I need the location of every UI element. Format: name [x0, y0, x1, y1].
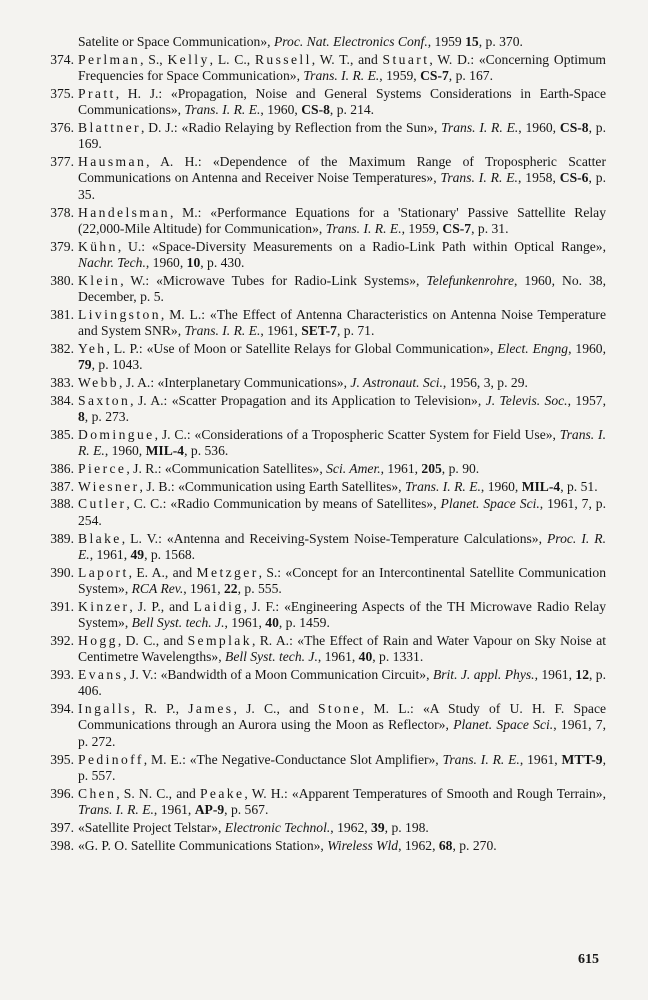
- reference-text-segment: , 1961,: [224, 615, 266, 631]
- reference-text: [78, 120, 606, 151]
- journal-title: Trans. I. R. E.: [441, 119, 519, 135]
- volume-number: 40: [265, 615, 279, 631]
- author-name: Domingue: [78, 426, 155, 442]
- journal-title: Trans. I. R. E.: [78, 802, 154, 818]
- reference-text-segment: , 1961,: [89, 546, 131, 562]
- reference-number: 381.: [50, 306, 74, 322]
- reference-number: 398.: [50, 837, 74, 853]
- reference-text-segment: , p. 555.: [237, 581, 282, 597]
- journal-title: Telefunkenrohre: [426, 272, 514, 288]
- reference-entry: [38, 565, 606, 598]
- reference-entry: [38, 786, 606, 819]
- journal-title: Trans. I. R. E.: [442, 751, 520, 767]
- volume-number: 10: [186, 255, 201, 271]
- reference-text: [78, 838, 497, 853]
- reference-text-segment: , U.: «Space-Diversity Measurements on a Radio-Link Path within Optical Range»,: [117, 238, 606, 254]
- reference-text-segment: , H. J.: «Propagation, Noise and General Systems Considerations in Earth-Space Communications»,: [78, 85, 606, 118]
- reference-text: [78, 205, 606, 236]
- reference-list: [38, 34, 606, 855]
- reference-text: [78, 786, 606, 817]
- reference-text: [78, 86, 606, 117]
- reference-text: [78, 820, 429, 835]
- reference-number: 397.: [50, 819, 74, 835]
- reference-number: 380.: [50, 272, 74, 288]
- volume-number: CS-7: [442, 220, 472, 236]
- reference-text: [78, 599, 606, 630]
- author-name: Kühn: [78, 238, 118, 254]
- author-name: Perlman: [78, 51, 141, 67]
- reference-number: 389.: [50, 530, 74, 546]
- reference-number: 376.: [50, 119, 74, 135]
- journal-title: Proc. Nat. Electronics Conf.: [273, 34, 428, 49]
- reference-text: [78, 427, 606, 458]
- reference-entry: [38, 820, 606, 836]
- author-name: Laport: [78, 564, 129, 580]
- reference-text-segment: , 1958,: [517, 170, 560, 186]
- reference-text: [78, 393, 606, 424]
- reference-text-segment: , p. 270.: [452, 837, 497, 853]
- reference-text-segment: , W. H.: «Apparent Temperatures of Smooth and Rough Terrain»,: [244, 785, 607, 801]
- reference-text-segment: , W. D.: «Concerning Optimum Frequencies for Space Communication»,: [78, 51, 606, 84]
- reference-number: 374.: [50, 51, 74, 67]
- reference-text-segment: , 1961, 7, p. 272.: [78, 717, 606, 749]
- author-name: Metzger: [196, 564, 259, 580]
- reference-text: [78, 273, 606, 304]
- reference-text: [78, 34, 523, 49]
- reference-text-segment: , 1961,: [260, 323, 302, 339]
- reference-entry: [38, 667, 606, 700]
- author-name: Peake: [199, 785, 245, 801]
- volume-number: 205: [421, 461, 442, 477]
- author-name: Pedinoff: [78, 751, 144, 767]
- reference-entry: [38, 599, 606, 632]
- journal-title: Brit. J. appl. Phys.: [432, 666, 535, 682]
- reference-text-segment: , E. A., and: [128, 564, 197, 580]
- journal-title: Nachr. Tech.: [78, 255, 146, 271]
- volume-number: 39: [371, 819, 385, 835]
- journal-title: J. Astronaut. Sci.: [350, 375, 443, 391]
- author-name: Ingalls: [78, 701, 132, 717]
- author-name: Webb: [78, 375, 119, 391]
- reference-number: 390.: [50, 564, 74, 580]
- reference-entry: [38, 120, 606, 153]
- reference-text-segment: , M. E.: «The Negative-Conductance Slot Amplifier»,: [143, 751, 443, 767]
- author-name: James: [188, 701, 234, 717]
- reference-text-segment: , 1961, 7, p. 254.: [78, 496, 607, 528]
- reference-text-segment: , R. A.: «The Effect of Rain and Water Vapour on Sky Noise at Centimetre Wavelengths»,: [78, 632, 607, 665]
- reference-entry: [38, 34, 606, 50]
- reference-text-segment: , 1960, No. 38, December, p. 5.: [78, 272, 607, 305]
- reference-text-segment: , M.: «Performance Equations for a 'Stationary' Passive Sattellite Relay (22,000-Mile Altitude) for Communication»,: [78, 204, 606, 236]
- journal-title: Trans. I. R. E.: [78, 426, 606, 459]
- volume-number: 40: [358, 649, 373, 665]
- reference-number: 387.: [50, 478, 74, 494]
- reference-entry: [38, 52, 606, 85]
- reference-text-segment: , 1962,: [330, 819, 372, 835]
- reference-text-segment: , p. 567.: [224, 802, 269, 818]
- reference-text: [78, 479, 598, 494]
- author-name: Pratt: [78, 85, 116, 101]
- author-name: Cutler: [78, 496, 127, 512]
- author-name: Hausman: [78, 154, 147, 170]
- reference-text-segment: , p. 31.: [471, 220, 509, 236]
- reference-text-segment: , J. F.: «Engineering Aspects of the TH Microwave Radio Relay System»,: [78, 598, 606, 631]
- author-name: Stuart: [382, 51, 430, 67]
- reference-text-segment: , p. 1459.: [278, 615, 330, 631]
- reference-entry: [38, 701, 606, 750]
- journal-title: Proc. I. R. E.: [78, 530, 606, 562]
- volume-number: MTT-9: [561, 751, 603, 767]
- journal-title: Bell Syst. tech. J.: [225, 649, 318, 665]
- reference-text-segment: Satelite or Space Communication»,: [78, 34, 274, 49]
- reference-text-segment: , p. 169.: [78, 119, 606, 152]
- reference-text-segment: , 1956, 3, p. 29.: [442, 375, 528, 391]
- volume-number: 79: [78, 357, 92, 373]
- reference-text-segment: , L. C.,: [209, 51, 255, 67]
- reference-text-segment: , 1960,: [480, 478, 522, 494]
- author-name: Saxton: [78, 392, 131, 408]
- journal-title: Trans. I. R. E.: [184, 323, 261, 339]
- reference-entry: [38, 838, 606, 854]
- reference-text-segment: , p. 214.: [329, 102, 375, 118]
- reference-text-segment: , 1960,: [145, 255, 187, 271]
- reference-text-segment: , 1961,: [317, 649, 359, 665]
- reference-entry: [38, 427, 606, 460]
- reference-text-segment: , D. J.: «Radio Relaying by Reflection from the Sun»,: [141, 119, 442, 135]
- reference-entry: [38, 461, 606, 477]
- volume-number: CS-6: [559, 170, 589, 186]
- reference-text: [78, 239, 606, 270]
- reference-text: [78, 461, 479, 476]
- reference-text-segment: , W. T., and: [311, 51, 383, 67]
- reference-entry: [38, 531, 606, 564]
- author-name: Evans: [78, 666, 124, 682]
- reference-entry: [38, 239, 606, 272]
- reference-number: 375.: [50, 85, 74, 101]
- reference-text-segment: , J. C.: «Considerations of a Tropospheric Scatter System for Field Use»,: [154, 426, 560, 442]
- reference-text-segment: , 1961,: [534, 666, 576, 682]
- reference-text: [78, 667, 606, 698]
- volume-number: CS-7: [420, 68, 449, 84]
- author-name: Handelsman: [78, 204, 170, 220]
- reference-number: 382.: [50, 340, 74, 356]
- reference-entry: [38, 154, 606, 203]
- reference-text-segment: , p. 370.: [478, 34, 523, 49]
- reference-text-segment: , 1957,: [567, 392, 606, 408]
- reference-text-segment: , p. 1331.: [372, 649, 424, 665]
- reference-text-segment: , 1962,: [398, 837, 439, 853]
- reference-number: 391.: [50, 598, 74, 614]
- author-name: Pierce: [78, 461, 127, 477]
- journal-title: Bell Syst. tech. J.: [131, 615, 225, 631]
- reference-text-segment: , 1960,: [260, 102, 302, 118]
- journal-title: Electronic Technol.: [224, 819, 331, 835]
- reference-text: [78, 752, 606, 783]
- reference-text-segment: , p. 90.: [441, 461, 480, 477]
- volume-number: 12: [575, 666, 589, 682]
- reference-text-segment: , 1959: [427, 34, 466, 49]
- reference-text-segment: , S. N. C., and: [116, 785, 200, 801]
- reference-text-segment: , S.: «Concept for an Intercontinental Satellite Communication System»,: [78, 564, 606, 597]
- reference-entry: [38, 633, 606, 666]
- reference-text-segment: , J. R.: «Communication Satellites»,: [126, 461, 327, 477]
- journal-title: Trans. I. R. E.: [325, 220, 402, 236]
- author-name: Wiesner: [78, 478, 140, 494]
- reference-entry: [38, 205, 606, 238]
- author-name: Chen: [78, 785, 117, 801]
- reference-number: 384.: [50, 392, 74, 408]
- reference-text-segment: , 1961,: [183, 581, 224, 597]
- reference-text-segment: , p. 51.: [560, 478, 598, 494]
- reference-text-segment: , W.: «Microwave Tubes for Radio-Link Systems»,: [120, 272, 427, 288]
- reference-entry: [38, 86, 606, 119]
- reference-number: 393.: [50, 666, 74, 682]
- volume-number: SET-7: [301, 323, 337, 339]
- reference-text-segment: , L. P.: «Use of Moon or Satellite Relays for Global Communication»,: [106, 340, 498, 356]
- reference-text-segment: , 1961,: [380, 461, 422, 477]
- journal-title: Planet. Space Sci.: [440, 496, 540, 512]
- reference-text-segment: , 1960,: [104, 443, 146, 459]
- author-name: Kelly: [167, 51, 210, 67]
- journal-title: Elect. Engng: [497, 340, 569, 356]
- reference-entry: [38, 479, 606, 495]
- author-name: Kinzer: [78, 598, 130, 614]
- reference-entry: [38, 752, 606, 785]
- volume-number: AP-9: [194, 802, 225, 818]
- journal-title: Trans. I. R. E.: [440, 170, 518, 186]
- volume-number: 15: [465, 34, 479, 49]
- author-name: Stone: [317, 701, 361, 717]
- reference-text-segment: , p. 71.: [336, 323, 375, 339]
- journal-title: Planet. Space Sci.: [453, 717, 554, 733]
- reference-text: [78, 701, 606, 749]
- reference-text-segment: , J. B.: «Communication using Earth Satellites»,: [139, 478, 405, 494]
- reference-number: 379.: [50, 238, 74, 254]
- reference-text-segment: , J. A.: «Scatter Propagation and its Application to Television»,: [130, 392, 486, 408]
- reference-text-segment: , p. 430.: [200, 255, 245, 271]
- page-number: 615: [578, 952, 599, 967]
- reference-text-segment: , 1960,: [568, 340, 606, 356]
- author-name: Blake: [78, 530, 122, 546]
- reference-text: [78, 341, 606, 372]
- reference-text-segment: , 1959,: [401, 220, 443, 236]
- reference-text-segment: , p. 557.: [78, 751, 606, 783]
- reference-text-segment: «G. P. O. Satellite Communications Station»,: [78, 837, 328, 853]
- reference-text: [78, 375, 528, 390]
- journal-title: Sci. Amer.: [326, 461, 381, 477]
- reference-entry: [38, 375, 606, 391]
- journal-title: Trans. I. R. E.: [404, 478, 481, 494]
- volume-number: CS-8: [559, 119, 589, 135]
- reference-text: [78, 154, 606, 202]
- reference-text-segment: , 1961,: [153, 802, 195, 818]
- reference-entry: [38, 307, 606, 340]
- reference-number: 392.: [50, 632, 74, 648]
- reference-text-segment: , J. C., and: [233, 701, 318, 717]
- author-name: Yeh: [78, 340, 107, 356]
- reference-text: [78, 565, 606, 596]
- reference-text-segment: , p. 406.: [78, 666, 606, 699]
- author-name: Klein: [78, 272, 121, 288]
- reference-text-segment: , M. L.: «A Study of U. H. F. Space Communications through an Aurora using the Moon as Reflector»,: [78, 701, 607, 733]
- reference-number: 388.: [50, 496, 74, 512]
- reference-number: 386.: [50, 461, 74, 477]
- reference-number: 383.: [50, 375, 74, 391]
- reference-entry: [38, 496, 606, 529]
- reference-number: 377.: [50, 154, 74, 170]
- reference-text-segment: , J. A.: «Interplanetary Communications»,: [118, 375, 351, 391]
- journal-title: RCA Rev.: [131, 581, 184, 597]
- volume-number: MIL-4: [145, 443, 185, 459]
- reference-text-segment: , 1960,: [518, 119, 560, 135]
- reference-text: [78, 496, 606, 527]
- volume-number: 49: [130, 546, 145, 562]
- reference-text-segment: , J. V.: «Bandwidth of a Moon Communication Circuit»,: [123, 666, 433, 682]
- reference-text-segment: , 1959,: [379, 68, 421, 84]
- reference-text: [78, 52, 606, 83]
- reference-text-segment: , p. 273.: [84, 409, 129, 425]
- reference-text-segment: , p. 198.: [384, 819, 429, 835]
- reference-text-segment: , L. V.: «Antenna and Receiving-System Noise-Temperature Calculations»,: [121, 530, 547, 546]
- author-name: Livingston: [78, 306, 161, 322]
- reference-number: 395.: [50, 751, 74, 767]
- reference-text-segment: , A. H.: «Dependence of the Maximum Range of Tropospheric Scatter Communications on Antenna and Receiver Noise Temperatures»,: [78, 154, 606, 186]
- reference-text: [78, 307, 606, 338]
- reference-text-segment: , 1961,: [519, 751, 562, 767]
- reference-text-segment: , C. C.: «Radio Communication by means of Satellites»,: [126, 496, 441, 512]
- author-name: Blattner: [78, 119, 141, 135]
- journal-title: Trans. I. R. E.: [184, 102, 261, 118]
- reference-text-segment: , S.,: [140, 51, 168, 67]
- journal-title: Trans. I. R. E.: [303, 68, 380, 84]
- author-name: Russell: [254, 51, 312, 67]
- volume-number: CS-8: [301, 102, 330, 118]
- author-name: Hogg: [78, 632, 118, 648]
- reference-text-segment: , p. 35.: [78, 170, 606, 202]
- reference-text-segment: , p. 1568.: [144, 546, 196, 562]
- author-name: Semplak: [187, 632, 252, 648]
- volume-number: MIL-4: [521, 478, 561, 494]
- reference-text-segment: , M. L.: «The Effect of Antenna Characteristics on Antenna Noise Temperature and System SNR»,: [78, 306, 606, 339]
- reference-text-segment: «Satellite Project Telstar»,: [78, 819, 225, 835]
- volume-number: 8: [78, 409, 85, 425]
- volume-number: 68: [438, 837, 453, 853]
- reference-number: 378.: [50, 204, 74, 220]
- reference-text-segment: , D. C., and: [117, 632, 188, 648]
- journal-title: Wireless Wld: [327, 837, 399, 853]
- reference-number: 385.: [50, 426, 74, 442]
- reference-text-segment: , J. P., and: [129, 598, 194, 614]
- reference-number: 396.: [50, 785, 74, 801]
- reference-number: 394.: [50, 701, 74, 717]
- author-name: Laidig: [193, 598, 244, 614]
- journal-title: J. Televis. Soc.: [485, 392, 568, 408]
- volume-number: 22: [224, 581, 238, 597]
- reference-entry: [38, 393, 606, 426]
- reference-text-segment: , R. P.,: [131, 701, 189, 717]
- reference-text-segment: , p. 536.: [184, 443, 229, 459]
- reference-text-segment: , p. 167.: [448, 68, 493, 84]
- reference-text: [78, 633, 606, 664]
- reference-entry: [38, 273, 606, 306]
- reference-entry: [38, 341, 606, 374]
- reference-text: [78, 531, 606, 562]
- reference-text-segment: , p. 1043.: [91, 357, 143, 373]
